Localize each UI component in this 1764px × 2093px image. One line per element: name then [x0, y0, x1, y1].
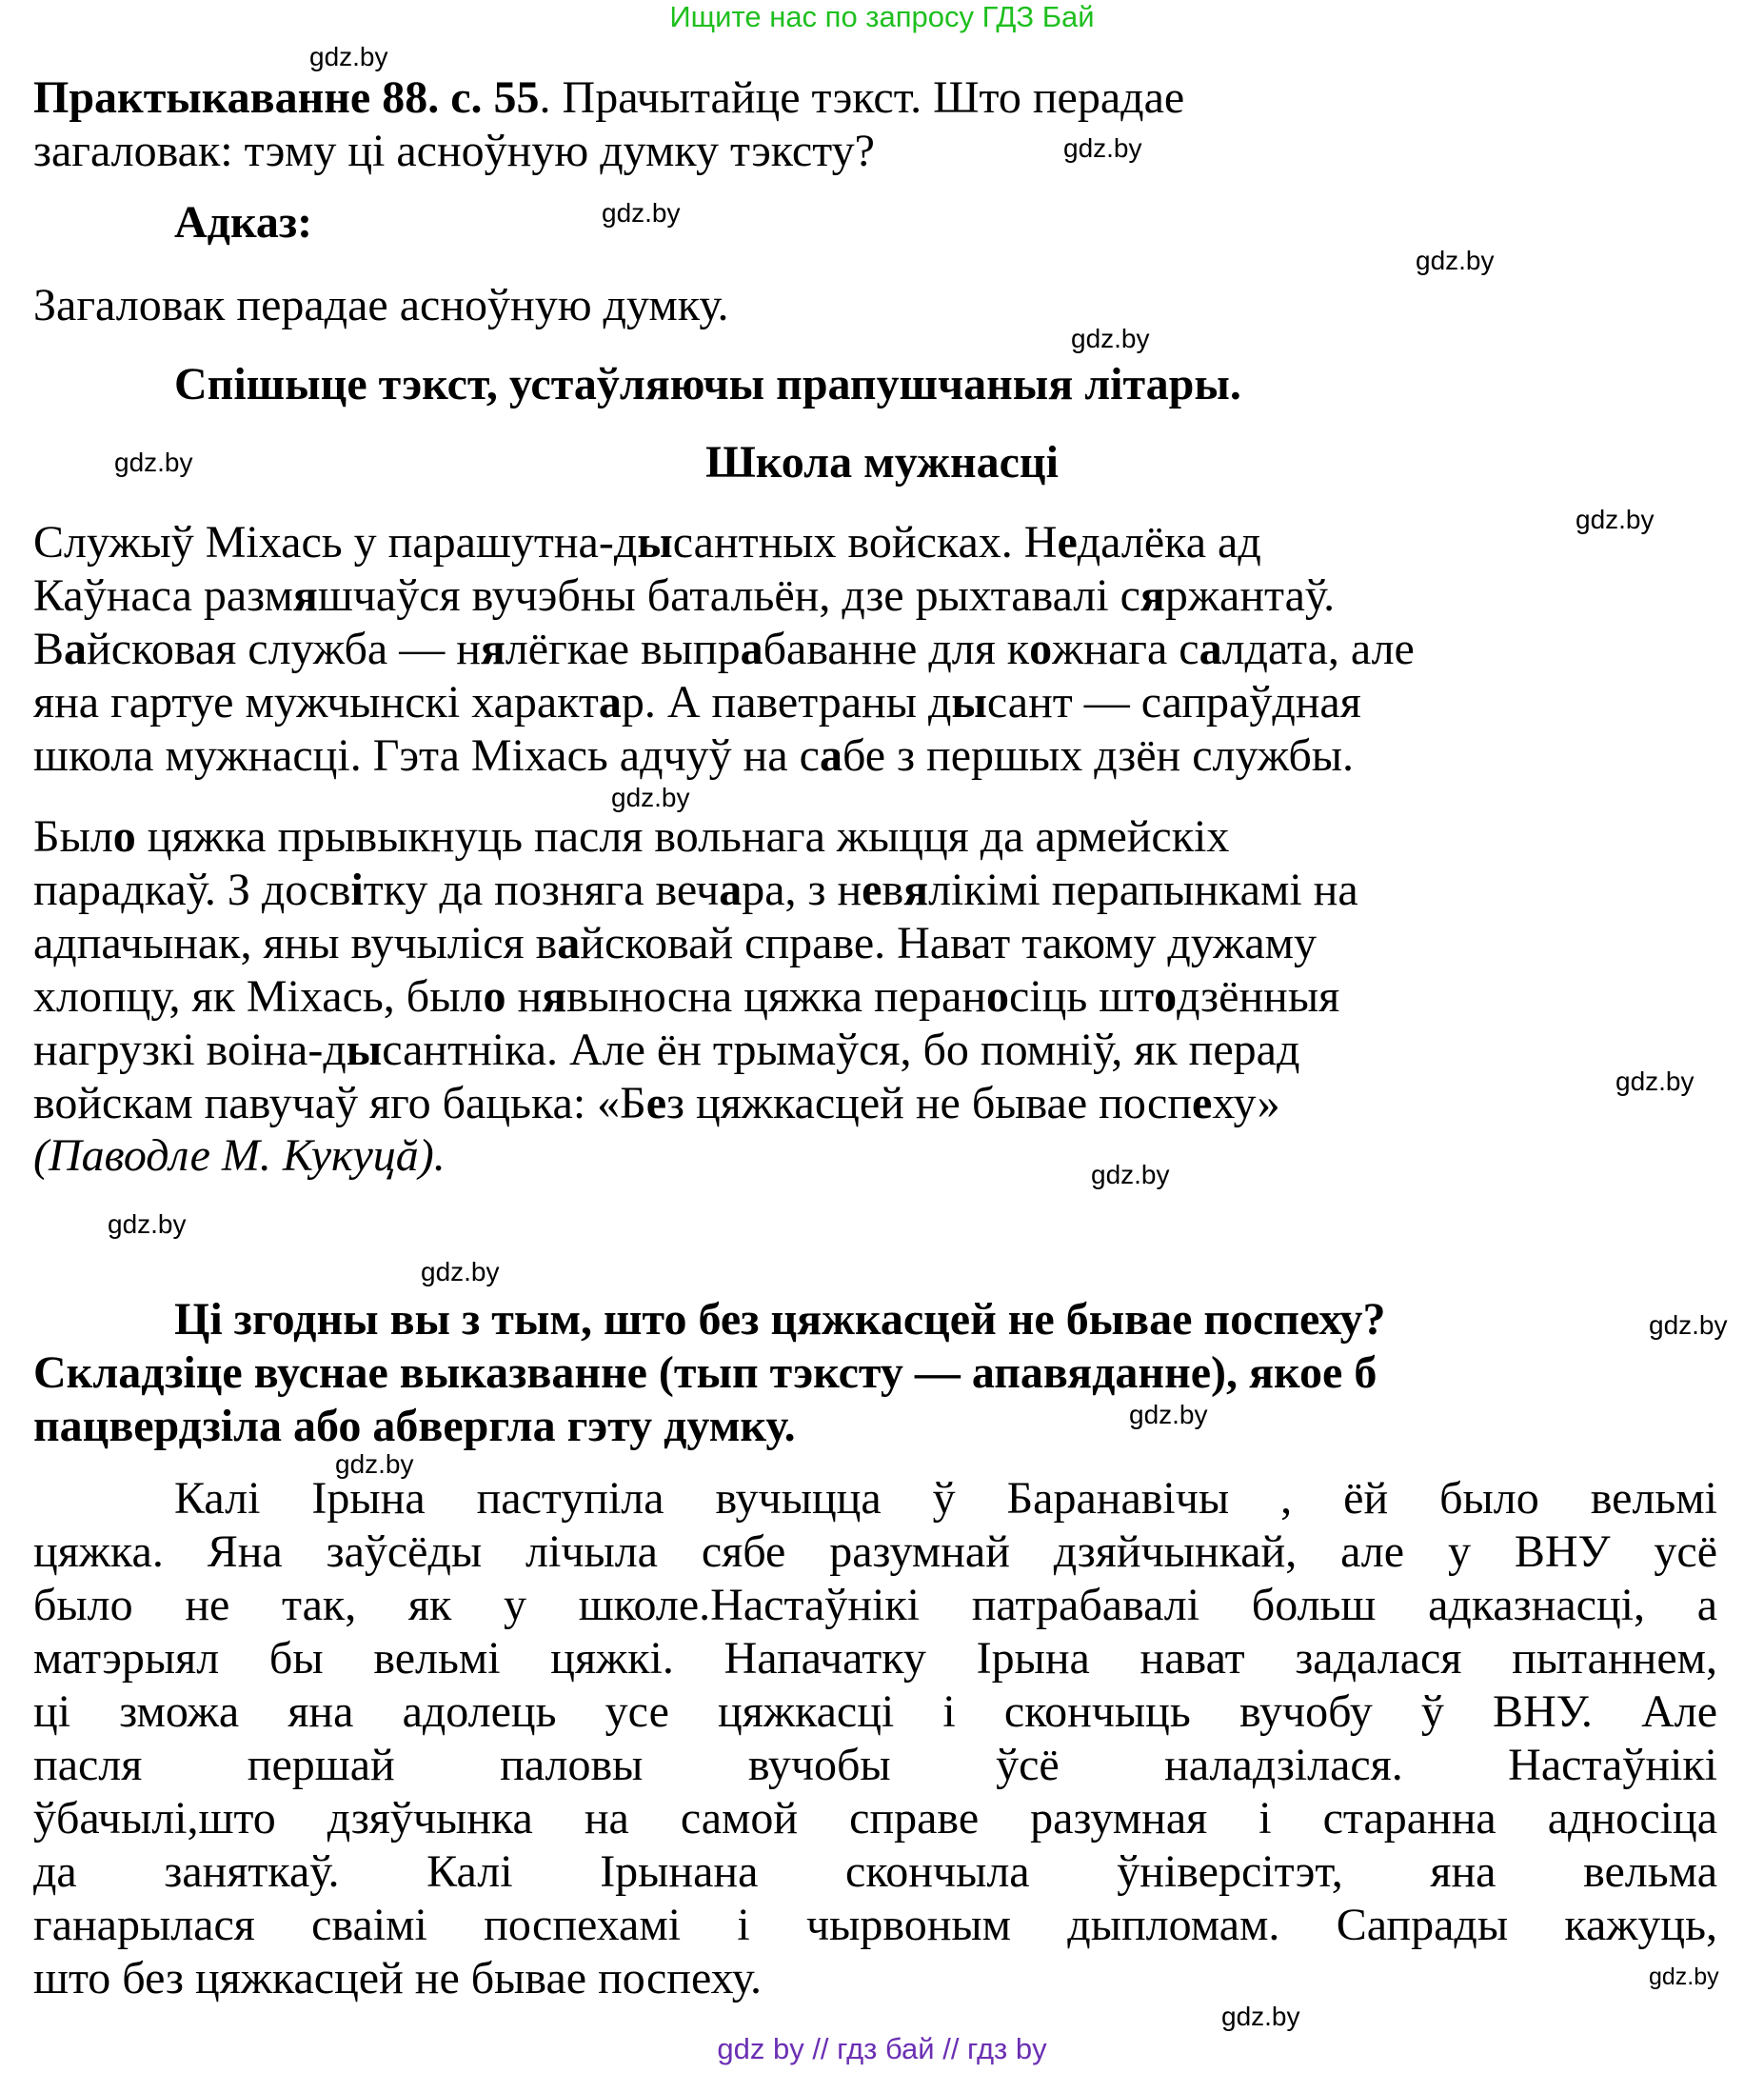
watermark: gdz.by	[1129, 1400, 1208, 1429]
inserted-letter: е	[1057, 517, 1078, 568]
essay-line: пасля першай паловы вучобы ўсё наладзілася. Настаўнікі	[33, 1740, 1717, 1790]
inserted-letter: е	[862, 865, 882, 915]
watermark: gdz.by	[602, 198, 681, 228]
inserted-letter: я	[292, 570, 318, 621]
text-segment: лдата, але	[1221, 624, 1415, 674]
top-banner[interactable]: Ищите нас по запросу ГДЗ Бай	[669, 0, 1095, 33]
story-line	[33, 623, 1415, 676]
inserted-letter: а	[598, 677, 622, 728]
inserted-letter: і	[350, 865, 364, 915]
text-segment: сантных войсках. Н	[672, 517, 1058, 568]
inserted-letter: я	[903, 865, 929, 915]
story-line	[33, 1024, 1299, 1077]
text-segment: В	[33, 624, 65, 674]
text-segment: йсковай справе. Нават такому дужаму	[580, 918, 1318, 968]
story-line	[33, 676, 1361, 729]
story-line	[33, 516, 1261, 569]
watermark: gdz.by	[114, 448, 193, 477]
answer-text: Загаловак перадае асноўную думку.	[33, 280, 729, 330]
story-line	[33, 864, 1358, 917]
text-segment: жнага с	[1052, 624, 1199, 674]
story-line	[33, 810, 1229, 864]
watermark: gdz.by	[1649, 1310, 1728, 1340]
inserted-letter: а	[819, 730, 842, 781]
watermark: gdz.by	[1071, 324, 1150, 353]
watermark: gdz.by	[1063, 133, 1142, 163]
text-segment: лёгкае выпр	[505, 624, 741, 674]
watermark: gdz.by	[1221, 2002, 1300, 2031]
watermark: gdz.by	[108, 1209, 187, 1239]
essay-line: да заняткаў. Калі Ірынана скончыла ўніверсітэт, яна вельма	[33, 1846, 1717, 1897]
inserted-letter: о	[112, 811, 136, 862]
question-line-1: Ці згодны вы з тым, што без цяжкасцей не бывае поспеху?	[174, 1294, 1386, 1345]
essay-line: ганарылася сваімі поспехамі і чырвоным дыпломам. Сапрады кажуць,	[33, 1900, 1717, 1950]
text-segment: ра, з н	[742, 865, 862, 915]
inserted-letter: ы	[951, 677, 987, 728]
essay-line: ўбачылі,што дзяўчынка на самой справе разумная і старанна адносіца	[33, 1793, 1717, 1844]
text-segment: сіць шт	[1009, 971, 1155, 1022]
text-segment: в	[882, 865, 904, 915]
essay-line: было не так, як у школе.Настаўнікі патрабавалі больш адказнасці, а	[33, 1580, 1717, 1630]
text-segment: йсковая служба — н	[87, 624, 481, 674]
inserted-letter: я	[480, 624, 505, 674]
task-instruction: . Прачытайце тэкст. Што перадае	[539, 72, 1185, 123]
inserted-letter: а	[64, 624, 88, 674]
text-segment: з цяжкасцей не бывае посп	[666, 1078, 1192, 1128]
inserted-letter: я	[1140, 570, 1165, 621]
story-source: (Паводле М. Кукуцă).	[33, 1130, 446, 1181]
watermark: gdz.by	[611, 783, 690, 812]
story-line	[33, 569, 1335, 623]
task-instruction-cont: загаловак: тэму ці асноўную думку тэксту?	[33, 126, 875, 176]
watermark: gdz.by	[309, 42, 388, 71]
copy-task: Спішыце тэкст, устаўляючы прапушчаныя літары.	[174, 359, 1241, 409]
inserted-letter: я	[542, 971, 567, 1022]
inserted-letter: е	[645, 1078, 667, 1128]
text-segment: лікімі перапынкамі на	[928, 865, 1358, 915]
text-segment: р. А паветраны д	[621, 677, 952, 728]
text-segment: нагрузкі воіна-д	[33, 1025, 347, 1075]
text-segment: сантніка. Але ён трымаўся, бо помніў, як перад	[382, 1025, 1300, 1075]
watermark: gdz.by	[1576, 505, 1655, 534]
question-line-2: Складзіце вуснае выказванне (тып тэксту — апавяданне), якое б	[33, 1347, 1378, 1398]
text-segment: ржантаў.	[1164, 570, 1336, 621]
watermark: gdz.by	[1416, 246, 1495, 275]
text-segment: дзённыя	[1177, 971, 1340, 1022]
question-line-3: пацвердзіла або абвергла гэту думку.	[33, 1401, 796, 1451]
inserted-letter: а	[1199, 624, 1222, 674]
text-segment: Каўнаса разм	[33, 570, 293, 621]
text-segment: баванне для к	[763, 624, 1030, 674]
watermark: gdz.by	[1649, 1963, 1719, 1990]
story-line	[33, 917, 1317, 970]
task-header	[33, 71, 1184, 125]
text-segment: н	[505, 971, 543, 1022]
text-segment: вынос	[566, 971, 688, 1022]
task-label: Практыкаванне 88.	[33, 72, 440, 123]
watermark: gdz.by	[335, 1449, 414, 1479]
text-segment: далёка ад	[1077, 517, 1261, 568]
inserted-letter: е	[1192, 1078, 1213, 1128]
text-segment: Был	[33, 811, 113, 862]
inserted-letter: ы	[346, 1025, 383, 1075]
text-segment: Служыў Міхась у парашутна-д	[33, 517, 638, 568]
watermark: gdz.by	[1091, 1160, 1170, 1189]
story-line	[33, 1077, 1280, 1130]
inserted-letter: а	[719, 865, 743, 915]
bottom-banner[interactable]: gdz by // гдз бай // гдз by	[717, 2032, 1047, 2065]
essay-line: матэрыял бы вельмі цяжкі. Напачатку Ірына нават задалася пытаннем,	[33, 1633, 1717, 1684]
inserted-letter: о	[1029, 624, 1053, 674]
text-segment: войскам павучаў яго бацька: «Б	[33, 1078, 646, 1128]
text-segment: цяжка прывыкнуць пасля вольнага жыцця да армейскіх	[135, 811, 1230, 862]
text-segment: яна гартуе мужчынскі характ	[33, 677, 599, 728]
inserted-letter: о	[986, 971, 1010, 1022]
text-segment: на цяжка перан	[687, 971, 987, 1022]
story-line	[33, 729, 1354, 783]
text-segment: ху»	[1212, 1078, 1280, 1128]
page-ref: с. 55	[450, 72, 540, 123]
essay-line: Калі Ірына паступіла вучыцца ў Баранавічы , ёй было вельмі	[174, 1473, 1717, 1524]
text-segment: парадкаў. З досв	[33, 865, 351, 915]
text-segment: бе з першых дзён службы.	[842, 730, 1355, 781]
essay-line: ці зможа яна адолець усе цяжкасці і скончыць вучобу ў ВНУ. Але	[33, 1686, 1717, 1737]
inserted-letter: о	[1154, 971, 1178, 1022]
watermark: gdz.by	[421, 1257, 500, 1286]
essay-line: цяжка. Яна заўсёды лічыла сябе разумнай дзяйчынкай, але у ВНУ усё	[33, 1526, 1717, 1577]
inserted-letter: о	[483, 971, 506, 1022]
inserted-letter: а	[557, 918, 581, 968]
inserted-letter: ы	[637, 517, 673, 568]
text-segment: школа мужнасці. Гэта Міхась адчуў на с	[33, 730, 820, 781]
text-segment: шчаўся вучэбны батальён, дзе рыхтавалі с	[317, 570, 1140, 621]
text-segment: хлопцу, як Міхась, был	[33, 971, 484, 1022]
story-title: Школа мужнасці	[705, 437, 1059, 488]
text-segment: сант — сапраўдная	[986, 677, 1361, 728]
inserted-letter: а	[740, 624, 763, 674]
story-line	[33, 970, 1339, 1024]
answer-label: Адказ:	[174, 197, 313, 248]
essay-line: што без цяжкасцей не бывае поспеху.	[33, 1953, 762, 2003]
watermark: gdz.by	[1615, 1066, 1695, 1096]
text-segment: тку да позняга веч	[363, 865, 720, 915]
text-segment: адпачынак, яны вучыліся в	[33, 918, 558, 968]
